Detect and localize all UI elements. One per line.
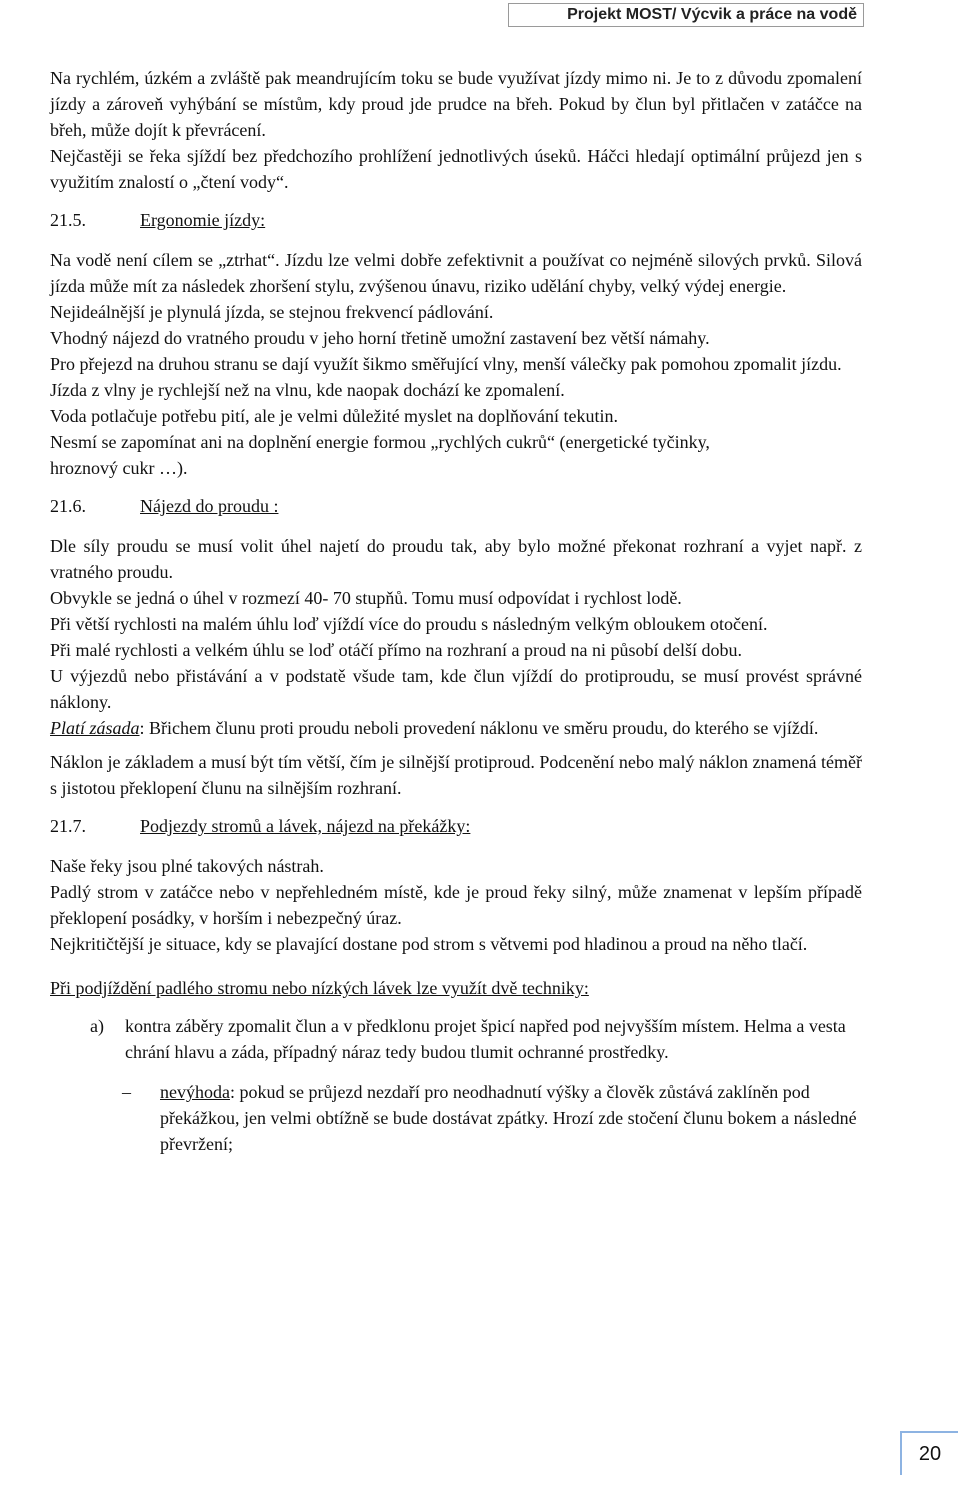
section-title: Ergonomie jízdy: [140,210,266,230]
section-heading-21-6 [50,493,862,519]
rule-text: : Břichem člunu proti proudu neboli provedení náklonu ve směru proudu, do kterého se vjíždí. [139,718,819,738]
rule-label: Platí zásada [50,718,140,738]
paragraph: Nesmí se zapomínat ani na doplnění energie formou „rychlých cukrů“ (energetické tyčinky, hroznový cukr …). [50,432,710,478]
dash-item-text [160,1079,862,1157]
rule-paragraph [50,715,862,741]
dash-marker: – [122,1082,131,1102]
paragraph: Naše řeky jsou plné takových nástrah. [50,856,324,876]
list-marker: a) [90,1016,104,1036]
paragraph: Při malé rychlosti a velkém úhlu se loď otáčí přímo na rozhraní a proud na ni působí delší dobu. [50,640,742,660]
page-content [50,65,862,1157]
paragraph: Nejkritičtější je situace, kdy se plavající dostane pod strom s větvemi pod hladinou a proud na něho tlačí. [50,934,808,954]
section-title: Podjezdy stromů a lávek, nájezd na překážky: [140,816,471,836]
section-number: 21.7. [50,816,86,836]
section-heading-21-7 [50,813,862,839]
header-title: Projekt MOST/ Výcvik a práce na vodě [567,6,857,23]
list-item-text: kontra záběry zpomalit člun a v předklonu projet špicí napřed pod nejvyšším místem. Helma a vesta chrání hlavu a záda, případný náraz tedy budou tlumit ochranné prostředky. [125,1016,846,1062]
list-item-dash [50,1079,862,1157]
paragraph: Vhodný nájezd do vratného proudu v jeho horní třetině umožní zastavení bez větší námahy. [50,328,710,348]
section-number: 21.5. [50,210,86,230]
section-heading-21-5 [50,207,862,233]
paragraph: Padlý strom v zatáčce nebo v nepřehledném místě, kde je proud řeky silný, může znamenat v lepším případě překlopení posádky, v horším i nebezpečný úraz. [50,882,862,928]
section-number: 21.6. [50,496,86,516]
paragraph: Náklon je základem a musí být tím větší, čím je silnější protiproud. Podcenění nebo malý náklon znamená téměř s jistotou překlopení člunu na silnějším rozhraní. [50,752,862,798]
paragraph: Nejideálnější je plynulá jízda, se stejnou frekvencí pádlování. [50,302,494,322]
paragraph: Jízda z vlny je rychlejší než na vlnu, kde naopak dochází ke zpomalení. [50,380,565,400]
list-item-a [50,1013,862,1065]
section-title: Nájezd do proudu : [140,496,279,516]
paragraph: Voda potlačuje potřebu pití, ale je velmi důležité myslet na doplňování tekutin. [50,406,619,426]
paragraph: Dle síly proudu se musí volit úhel najetí do proudu tak, aby bylo možné překonat rozhraní a vyjet např. z vratného proudu. [50,536,862,582]
intro-paragraph-1: Na rychlém, úzkém a zvláště pak meandrujícím toku se bude využívat jízdy mimo ni. Je to z důvodu zpomalení jízdy a zároveň vyhýbání se místům, kdy proud jde prudce na břeh. Pokud by člun byl přitlačen v zatáčce na břeh, může dojít k převrácení. [50,68,862,140]
paragraph: Obvykle se jedná o úhel v rozmezí 40- 70 stupňů. Tomu musí odpovídat i rychlost lodě. [50,588,682,608]
paragraph: Pro přejezd na druhou stranu se dají využít šikmo směřující vlny, menší válečky pak pomohou zpomalit jízdu. [50,354,842,374]
paragraph: Na vodě není cílem se „ztrhat“. Jízdu lze velmi dobře zefektivnit a používat co nejméně silových prvků. Silová jízda může mít za následek zhoršení stylu, zvýšenou únavu, riziko udělání chyby, velký výdej energie. [50,250,862,296]
running-header [508,3,864,27]
paragraph: Při větší rychlosti na malém úhlu loď vjíždí více do proudu s následným velkým obloukem otočení. [50,614,768,634]
techniques-heading: Při podjíždění padlého stromu nebo nízkých lávek lze využít dvě techniky: [50,978,589,998]
disadvantage-text: : pokud se průjezd nezdaří pro neodhadnutí výšky a člověk zůstává zaklíněn pod překážkou, jen velmi obtížně se bude dostávat zpátky. Hrozí zde stočení člunu bokem a následné převržení; [160,1082,857,1154]
intro-paragraph-2: Nejčastěji se řeka sjíždí bez předchozího prohlížení jednotlivých úseků. Háčci hledají optimální průjezd jen s využitím znalostí o „čtení vody“. [50,146,862,192]
disadvantage-label: nevýhoda [160,1082,230,1102]
paragraph: U výjezdů nebo přistávání a v podstatě všude tam, kde člun vjíždí do protiproudu, se musí provést správné náklony. [50,666,862,712]
page-number: 20 [900,1431,958,1475]
